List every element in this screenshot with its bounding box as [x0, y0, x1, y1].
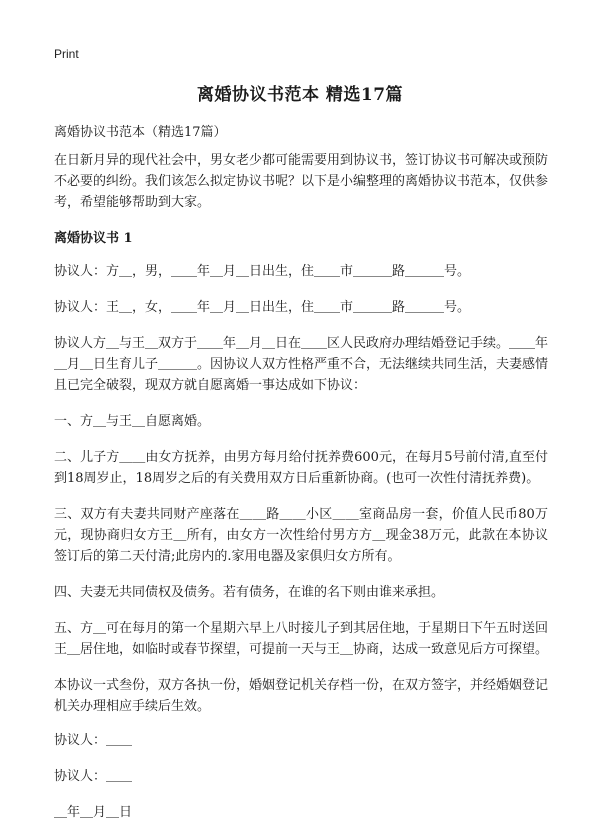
print-link[interactable]: Print — [54, 47, 79, 61]
background-paragraph: 协议人方＿与王＿双方于＿＿年＿月＿日在＿＿区人民政府办理结婚登记手续。＿＿年＿月＿日生育儿子＿＿＿。因协议人双方性格严重不合，无法继续共同生活，夫妻感情且已完全破裂，现双方就自愿离婚一事达成如下协议： — [54, 336, 549, 393]
signature-line-2: 协议人：＿＿ — [54, 769, 133, 784]
clause-5: 五、方＿可在每月的第一个星期六早上八时接儿子到其居住地，于星期日下午五时送回王＿居住地，如临时或春节探望，可提前一天与王＿协商，达成一致意见后方可探望。 — [54, 621, 549, 657]
page-title: 离婚协议书范本 精选17篇 — [196, 85, 404, 105]
document-subtitle: 离婚协议书范本（精选17篇） — [54, 125, 227, 140]
clause-2: 二、儿子方＿＿由女方抚养，由男方每月给付抚养费600元，在每月5号前付清,直至付到18周岁止，18周岁之后的有关费用双方日后重新协商。(也可一次性付清抚养费)。 — [54, 450, 548, 486]
closing-paragraph: 本协议一式叁份，双方各执一份，婚姻登记机关存档一份，在双方签字，并经婚姻登记机关办理相应手续后生效。 — [54, 678, 549, 714]
date-line: ＿年＿月＿日 — [54, 805, 133, 820]
clause-1: 一、方＿与王＿自愿离婚。 — [54, 414, 211, 429]
party-1-paragraph: 协议人：方＿，男，＿＿年＿月＿日出生，住＿＿市＿＿＿路＿＿＿号。 — [54, 264, 471, 279]
intro-paragraph: 在日新月异的现代社会中，男女老少都可能需要用到协议书，签订协议书可解决或预防不必要的纠纷。我们该怎么拟定协议书呢？以下是小编整理的离婚协议书范本，仅供参考，希望能够帮助到大家。 — [54, 153, 549, 210]
document-body — [54, 150, 548, 838]
clause-3: 三、双方有夫妻共同财产座落在＿＿路＿＿小区＿＿室商品房一套，价值人民币80万元，现协商归女方王＿所有，由女方一次性给付男方方＿现金38万元，此款在本协议签订后的第二天付清;此房内的.家用电器及家俱归女方所有。 — [54, 507, 548, 564]
party-2-paragraph: 协议人：王＿，女，＿＿年＿月＿日出生，住＿＿市＿＿＿路＿＿＿号。 — [54, 300, 471, 315]
clause-4: 四、夫妻无共同债权及债务。若有债务，在谁的名下则由谁来承担。 — [54, 585, 445, 600]
signature-line-1: 协议人：＿＿ — [54, 733, 133, 748]
section-heading: 离婚协议书 1 — [54, 231, 133, 246]
